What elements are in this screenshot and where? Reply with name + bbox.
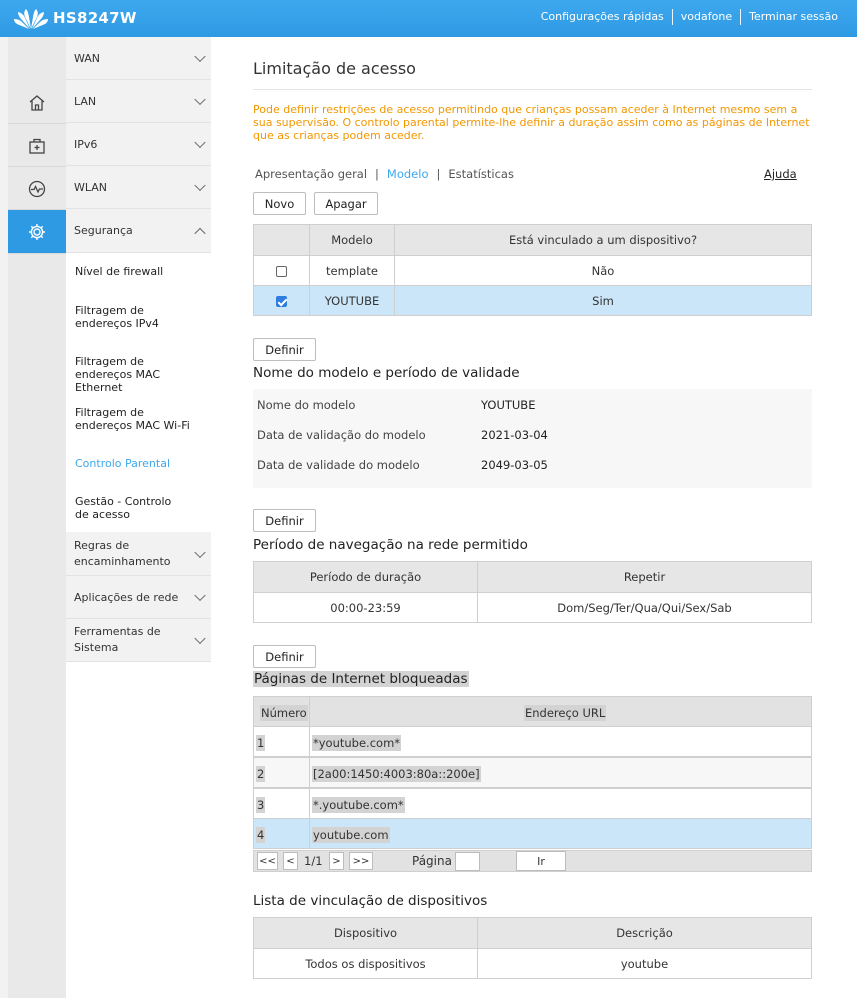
tab-bar — [255, 167, 514, 181]
table-header-row — [253, 696, 812, 727]
pagination-bar — [253, 850, 812, 872]
submenu-mac-wifi-filter[interactable]: Filtragem de endereços MAC Wi-Fi — [75, 406, 190, 432]
devices-table — [253, 917, 812, 979]
table-cell: *.youtube.com* — [313, 798, 404, 812]
chevron-up-icon — [194, 227, 205, 238]
table-header-row — [254, 562, 812, 593]
info-key: Data de validação do modelo — [257, 428, 426, 442]
table-cell: Dom/Seg/Ter/Qua/Qui/Sex/Sab — [478, 593, 812, 623]
table-header-description: Descrição — [478, 918, 812, 949]
last-page-button[interactable]: >> — [349, 852, 373, 870]
monitor-icon-button[interactable] — [8, 168, 66, 210]
menu-item-label: WLAN — [74, 180, 108, 194]
divider — [253, 89, 812, 90]
page-title: Limitação de acesso — [253, 59, 416, 78]
row-checkbox[interactable] — [276, 296, 287, 307]
toolbox-icon-button[interactable] — [8, 125, 66, 167]
table-cell: youtube.com — [313, 828, 389, 842]
gear-icon — [27, 222, 47, 242]
first-page-button[interactable]: << — [257, 852, 278, 870]
new-button[interactable]: Novo — [253, 192, 306, 215]
table-cell: [2a00:1450:4003:80a::200e] — [313, 767, 480, 781]
table-header-url: Endereço URL — [525, 706, 606, 720]
main-content — [211, 37, 857, 998]
menu-item-routing-rules[interactable] — [66, 532, 211, 576]
info-row — [257, 455, 548, 475]
next-page-button[interactable]: > — [329, 852, 344, 870]
row-checkbox-cell — [254, 286, 310, 316]
info-key: Nome do modelo — [257, 398, 356, 412]
define-validity-button[interactable]: Definir — [253, 338, 316, 361]
row-checkbox-cell — [254, 256, 310, 286]
devices-section-title: Lista de vinculação de dispositivos — [253, 893, 488, 909]
table-header-model: Modelo — [310, 225, 395, 256]
prev-page-button[interactable]: < — [283, 852, 298, 870]
chevron-down-icon — [194, 51, 205, 62]
info-row — [257, 395, 535, 415]
table-cell: template — [310, 256, 395, 286]
table-header-row — [254, 918, 812, 949]
monitor-icon — [27, 179, 47, 199]
info-row — [257, 425, 548, 445]
submenu-ipv4-filter[interactable]: Filtragem de endereços IPv4 — [75, 304, 159, 330]
submenu-mac-ethernet-filter[interactable]: Filtragem de endereços MAC Ethernet — [75, 355, 161, 394]
table-cell: 3 — [257, 798, 265, 812]
table-cell: Todos os dispositivos — [254, 949, 478, 979]
menu-item-ipv6[interactable] — [66, 123, 211, 166]
chevron-down-icon — [194, 94, 205, 105]
menu-item-network-apps[interactable] — [66, 576, 211, 619]
table-header-row — [254, 225, 812, 256]
page-label: Página — [412, 854, 452, 868]
table-row[interactable] — [254, 256, 812, 286]
device-model: HS8247W — [53, 9, 137, 27]
sidebar-menu — [66, 37, 211, 998]
menu-item-label: WAN — [74, 51, 101, 65]
table-cell: 2 — [257, 767, 265, 781]
submenu-firewall[interactable]: Nível de firewall — [75, 265, 164, 278]
menu-item-label: IPv6 — [74, 137, 98, 151]
table-cell: 4 — [257, 828, 265, 842]
validity-panel — [253, 389, 812, 488]
table-row[interactable] — [253, 788, 812, 819]
blocked-section-title: Páginas de Internet bloqueadas — [254, 671, 468, 687]
table-cell: *youtube.com* — [313, 736, 401, 750]
top-bar — [0, 0, 857, 37]
page-number-input[interactable] — [455, 852, 480, 871]
delete-button[interactable]: Apagar — [314, 192, 378, 215]
chevron-down-icon — [194, 633, 205, 644]
templates-table — [253, 224, 812, 316]
submenu-parental-control[interactable]: Controlo Parental — [75, 457, 170, 470]
menu-item-security[interactable] — [66, 209, 211, 253]
table-header-number: Número — [261, 706, 307, 720]
info-value: 2021-03-04 — [481, 428, 548, 442]
table-row[interactable] — [253, 757, 812, 788]
table-row[interactable] — [253, 818, 812, 849]
menu-item-lan[interactable] — [66, 80, 211, 123]
chevron-down-icon — [194, 590, 205, 601]
table-row[interactable] — [254, 949, 812, 979]
top-links — [533, 0, 846, 33]
browsing-section-title: Período de navegação na rede permitido — [253, 537, 528, 553]
validity-section-title: Nome do modelo e período de validade — [253, 365, 520, 381]
menu-item-system-tools[interactable] — [66, 619, 211, 662]
table-cell: 1 — [257, 736, 265, 750]
page-indicator: 1/1 — [304, 854, 323, 868]
menu-item-label: LAN — [74, 94, 97, 108]
submenu-access-control[interactable]: Gestão - Controlo de acesso — [75, 495, 172, 521]
operator-link[interactable]: vodafone — [680, 10, 733, 23]
logo — [14, 5, 137, 31]
quick-setup-link[interactable]: Configurações rápidas — [540, 10, 664, 23]
table-cell: Não — [395, 256, 812, 286]
tab-overview[interactable]: Apresentação geral — [255, 167, 368, 181]
table-cell: youtube — [478, 949, 812, 979]
menu-item-wlan[interactable] — [66, 166, 211, 209]
menu-item-label: Segurança — [74, 224, 133, 237]
logout-link[interactable]: Terminar sessão — [749, 10, 838, 23]
table-row — [254, 593, 812, 623]
info-value: 2049-03-05 — [481, 458, 548, 472]
go-button[interactable]: Ir — [516, 851, 566, 871]
gear-icon-button[interactable] — [8, 210, 66, 254]
divider — [740, 9, 741, 25]
info-value: YOUTUBE — [481, 398, 536, 412]
row-checkbox[interactable] — [276, 266, 287, 277]
table-header-device: Dispositivo — [254, 918, 478, 949]
browsing-table — [253, 561, 812, 623]
menu-item-label: Regras de encaminhamento — [74, 538, 171, 568]
divider — [672, 9, 673, 25]
huawei-logo-icon — [14, 6, 48, 30]
menu-item-label: Ferramentas de Sistema — [74, 625, 161, 654]
menu-item-wan[interactable] — [66, 37, 211, 80]
tab-separator: | — [436, 167, 441, 181]
tab-statistics[interactable]: Estatísticas — [448, 167, 514, 181]
define-browsing-button[interactable]: Definir — [253, 509, 316, 532]
table-cell: YOUTUBE — [310, 286, 395, 316]
toolbox-icon — [27, 136, 47, 156]
tab-template[interactable]: Modelo — [386, 167, 429, 181]
table-cell: 00:00-23:59 — [254, 593, 478, 623]
table-header-repeat: Repetir — [478, 562, 812, 593]
table-cell: Sim — [395, 286, 812, 316]
chevron-down-icon — [194, 546, 205, 557]
home-icon — [27, 93, 47, 113]
table-header-duration: Período de duração — [254, 562, 478, 593]
table-header-bound: Está vinculado a um dispositivo? — [395, 225, 812, 256]
define-blocked-button[interactable]: Definir — [253, 645, 316, 668]
home-icon-button[interactable] — [8, 82, 66, 124]
icon-sidebar — [8, 37, 66, 998]
menu-item-label: Aplicações de rede — [74, 590, 179, 604]
description-note: Pode definir restrições de acesso permitindo que crianças possam aceder à Internet mesmo sem a sua supervisão. O controlo parental permite-lhe definir a duração assim como as páginas de Internet que as crianças podem aceder. — [253, 103, 810, 142]
tab-separator: | — [375, 167, 379, 181]
table-row[interactable] — [254, 286, 812, 316]
chevron-down-icon — [194, 137, 205, 148]
table-header-select — [254, 225, 310, 256]
info-key: Data de validade do modelo — [257, 458, 420, 472]
chevron-down-icon — [194, 180, 205, 191]
help-link[interactable]: Ajuda — [764, 167, 797, 181]
table-row[interactable] — [253, 726, 812, 757]
